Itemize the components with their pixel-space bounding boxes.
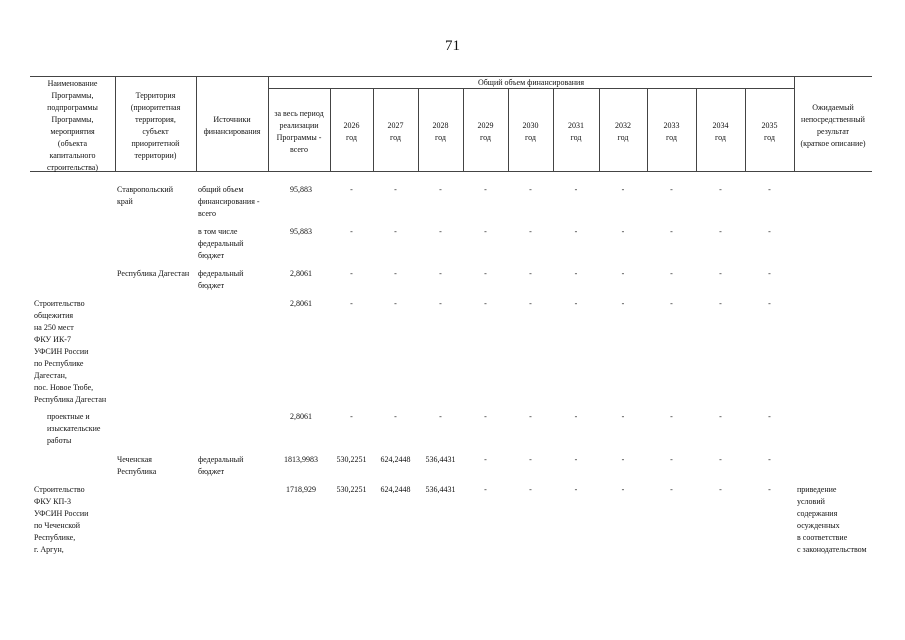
row-year-value: - xyxy=(621,227,625,236)
row-year-value: - xyxy=(719,485,722,494)
row-year-value: - xyxy=(719,455,722,464)
header-total-group: Общий объем финансирования xyxy=(477,78,585,87)
row-year-value: - xyxy=(529,299,532,308)
row-year-value: - xyxy=(768,227,771,236)
row-year-value: - xyxy=(670,299,673,308)
row-year-value: - xyxy=(719,227,722,236)
row-year-value: - xyxy=(439,269,442,278)
header-year-2035: 2035 год xyxy=(761,121,778,142)
row-name: проектные и изыскательские работы xyxy=(47,412,101,445)
row-name: Строительство общежития на 250 мест ФКУ ИК-7 УФСИН России по Республике Дагестан, пос. Новое Тюбе, Республика Дагестан xyxy=(34,299,107,404)
row-year-value: 624,2448 xyxy=(380,455,411,464)
row-year-value: - xyxy=(621,485,625,494)
row-year-value: - xyxy=(484,485,487,494)
row-year-value: - xyxy=(350,412,353,421)
row-year-value: - xyxy=(621,455,625,464)
row-total: 1813,9983 xyxy=(284,455,318,464)
row-year-value: - xyxy=(621,299,625,308)
row-total: 2,8061 xyxy=(290,269,312,278)
row-year-value: - xyxy=(574,185,578,194)
row-year-value: - xyxy=(529,412,532,421)
row-year-value: 530,2251 xyxy=(336,485,367,494)
header-program-name: Наименование Программы, подпрограммы Программы, мероприятия (объекта капитального строительства) xyxy=(46,79,99,172)
row-year-value: 530,2251 xyxy=(336,455,367,464)
row-year-value: - xyxy=(394,227,397,236)
row-year-value: - xyxy=(484,455,487,464)
row-funding-source: в том числе федеральный бюджет xyxy=(198,227,244,260)
row-year-value: - xyxy=(574,299,578,308)
row-year-value: - xyxy=(394,299,397,308)
row-total: 2,8061 xyxy=(290,412,312,421)
row-year-value: 536,4431 xyxy=(425,455,456,464)
row-year-value: - xyxy=(439,227,442,236)
header-territory: Территория (приоритетная территория, субъект приоритетной территории) xyxy=(130,91,181,160)
page-number: 71 xyxy=(445,38,460,54)
row-year-value: - xyxy=(768,269,771,278)
row-year-value: - xyxy=(621,269,625,278)
row-year-value: - xyxy=(719,299,722,308)
row-total: 95,883 xyxy=(290,227,312,236)
row-year-value: - xyxy=(350,227,353,236)
row-year-value: - xyxy=(719,269,722,278)
row-year-value: - xyxy=(574,412,578,421)
row-funding-source: федеральный бюджет xyxy=(198,455,244,476)
row-total: 95,883 xyxy=(290,185,312,194)
row-year-value: - xyxy=(574,455,578,464)
row-year-value: - xyxy=(484,227,487,236)
header-year-2031: 2031 год xyxy=(568,121,584,142)
row-year-value: - xyxy=(439,412,442,421)
row-total: 1718,929 xyxy=(286,485,316,494)
row-territory: Республика Дагестан xyxy=(117,269,190,278)
header-expected-result: Ожидаемый непосредственный результат (краткое описание) xyxy=(800,103,866,148)
row-year-value: - xyxy=(670,455,673,464)
row-territory: Чеченская Республика xyxy=(117,455,157,476)
row-year-value: - xyxy=(768,412,771,421)
row-year-value: - xyxy=(439,185,442,194)
row-year-value: - xyxy=(484,269,487,278)
row-year-value: - xyxy=(529,485,532,494)
row-year-value: - xyxy=(670,485,673,494)
row-year-value: - xyxy=(574,227,578,236)
row-year-value: - xyxy=(768,185,771,194)
row-year-value: - xyxy=(484,412,487,421)
row-year-value: - xyxy=(768,485,771,494)
header-bottom-border xyxy=(30,171,872,172)
row-year-value: - xyxy=(439,299,442,308)
header-total-period: за весь период реализации Программы - всего xyxy=(274,109,324,154)
header-year-2032: 2032 год xyxy=(615,121,631,142)
row-year-value: - xyxy=(529,227,532,236)
row-territory: Ставропольский край xyxy=(117,185,173,206)
row-year-value: - xyxy=(670,269,673,278)
row-year-value: - xyxy=(529,269,532,278)
row-expected-result: приведение условий содержания осужденных в соответствие с законодательством xyxy=(797,485,867,554)
row-funding-source: общий объем финансирования - всего xyxy=(198,185,260,218)
row-year-value: - xyxy=(768,299,771,308)
header-year-2026: 2026 год xyxy=(343,121,360,142)
header-year-2030: 2030 год xyxy=(522,121,539,142)
header-year-2029: 2029 год xyxy=(477,121,494,142)
row-year-value: - xyxy=(350,269,353,278)
row-year-value: - xyxy=(719,412,722,421)
row-year-value: - xyxy=(621,185,625,194)
row-year-value: - xyxy=(574,269,578,278)
row-year-value: - xyxy=(529,455,532,464)
row-year-value: - xyxy=(574,485,578,494)
header-year-2027: 2027 год xyxy=(387,121,404,142)
row-year-value: - xyxy=(394,412,397,421)
row-year-value: 624,2448 xyxy=(380,485,411,494)
row-year-value: - xyxy=(768,455,771,464)
row-year-value: - xyxy=(350,185,353,194)
row-year-value: - xyxy=(394,185,397,194)
row-name: Строительство ФКУ КП-3 УФСИН России по Чеченской Республике, г. Аргун, xyxy=(34,485,89,554)
row-year-value: - xyxy=(719,185,722,194)
row-year-value: - xyxy=(484,299,487,308)
header-funding-source: Источники финансирования xyxy=(203,115,261,136)
row-year-value: - xyxy=(670,412,673,421)
row-year-value: - xyxy=(484,185,487,194)
row-year-value: - xyxy=(670,185,673,194)
row-year-value: - xyxy=(670,227,673,236)
row-year-value: - xyxy=(350,299,353,308)
header-year-2033: 2033 год xyxy=(663,121,680,142)
header-year-2034: 2034 год xyxy=(712,121,729,142)
row-year-value: - xyxy=(394,269,397,278)
row-year-value: - xyxy=(621,412,625,421)
row-total: 2,8061 xyxy=(290,299,312,308)
row-funding-source: федеральный бюджет xyxy=(198,269,244,290)
row-year-value: 536,4431 xyxy=(425,485,456,494)
header-year-2028: 2028 год xyxy=(432,121,449,142)
row-year-value: - xyxy=(529,185,532,194)
